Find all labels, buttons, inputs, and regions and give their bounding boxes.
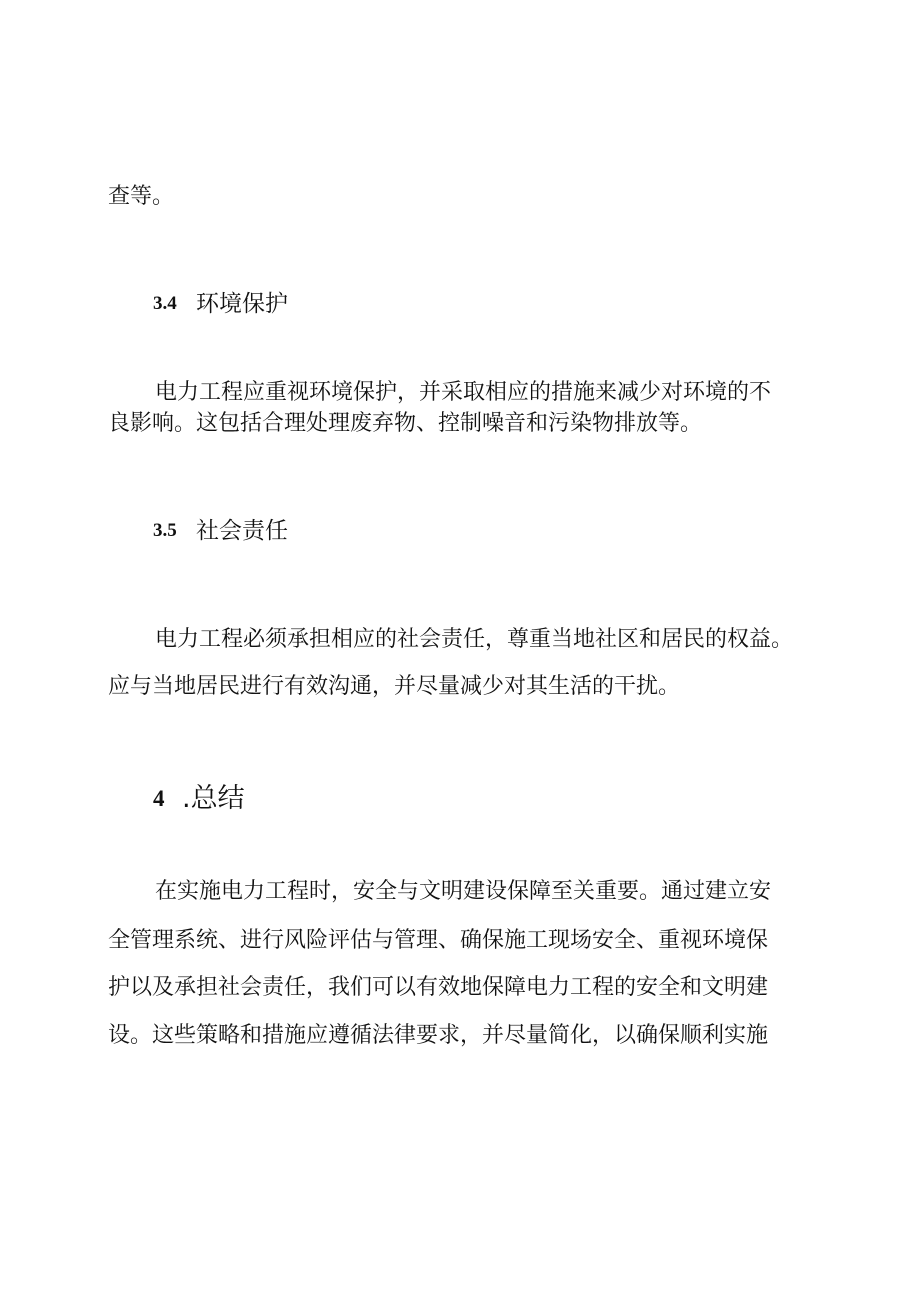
paragraph-line: 良影响。这包括合理处理废弃物、控制噪音和污染物排放等。 — [108, 411, 703, 436]
paragraph-line: 设。这些策略和措施应遵循法律要求，并尽量简化，以确保顺利实施 — [108, 1023, 769, 1048]
section-number: 3.5 — [153, 520, 177, 541]
section-number: 3.4 — [153, 293, 177, 314]
heading-title: .总结 — [182, 783, 245, 814]
paragraph-line: 电力工程必须承担相应的社会责任，尊重当地社区和居民的权益。 — [155, 627, 794, 652]
paragraph-line: 电力工程应重视环境保护，并采取相应的措施来减少对环境的不 — [155, 380, 772, 405]
heading-number: 4 — [153, 786, 165, 811]
continuation-text: 查等。 — [108, 184, 175, 209]
section-title: 环境保护 — [196, 291, 288, 317]
paragraph-line: 应与当地居民进行有效沟通，并尽量减少对其生活的干扰。 — [108, 674, 681, 699]
paragraph-line: 护以及承担社会责任，我们可以有效地保障电力工程的安全和文明建 — [108, 975, 769, 1000]
paragraph-line: 在实施电力工程时，安全与文明建设保障至关重要。通过建立安 — [155, 879, 772, 904]
section-title: 社会责任 — [196, 518, 288, 544]
paragraph-line: 全管理系统、进行风险评估与管理、确保施工现场安全、重视环境保 — [108, 928, 769, 953]
